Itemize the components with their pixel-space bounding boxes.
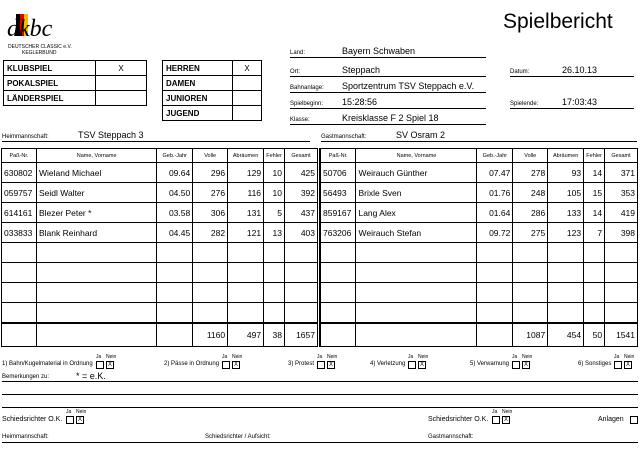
guest-total-abraeumen: 454 [548,323,584,347]
beginn-value[interactable]: 15:28:56 [342,97,378,107]
check-ja-checkbox[interactable] [317,361,325,369]
table-cell[interactable]: 630802 [2,163,37,183]
table-cell[interactable] [356,243,477,263]
check-nein-checkbox[interactable]: X [107,362,112,368]
table-cell[interactable] [584,303,605,324]
table-cell[interactable] [477,263,513,283]
logo-line1: DEUTSCHER CLASSIC e.V. [8,44,72,50]
col-fehler: Fehler [264,149,285,163]
table-cell[interactable] [513,263,548,283]
table-cell[interactable]: 14 [584,163,605,183]
ref-ok-label-right: Schiedsrichter O.K. [428,416,489,423]
table-cell[interactable] [193,263,228,283]
table-row [320,183,638,203]
ende-value[interactable]: 17:03:43 [562,97,598,107]
cat-damen-mark[interactable] [233,76,262,91]
table-cell[interactable]: 437 [285,203,318,223]
table-cell[interactable] [605,283,638,303]
table-row [2,163,318,183]
table-cell[interactable]: 306 [193,203,228,223]
table-cell[interactable]: 131 [228,203,264,223]
anlagen-checkbox[interactable] [630,416,638,424]
col-passnr: Paß-Nr. [2,149,37,163]
table-cell[interactable] [2,243,37,263]
nein-label: Nein [502,409,513,415]
table-cell[interactable] [356,263,477,283]
table-cell[interactable] [320,283,356,303]
table-cell[interactable]: Wieland Michael [36,163,156,183]
home-total-fehler: 38 [264,323,285,347]
table-cell[interactable] [513,243,548,263]
table-cell[interactable]: 248 [513,183,548,203]
ja-label: Ja [512,354,518,360]
sign-ref-label: Schiedsrichter / Aufsicht: [205,434,271,440]
table-cell[interactable]: 121 [228,223,264,243]
table-cell[interactable]: 278 [513,163,548,183]
checks-row [0,354,640,370]
nein-label: Nein [232,354,243,360]
col-abraeumen: Abräumen [228,149,264,163]
empty-row [2,283,318,303]
klasse-label: Klasse: [290,117,310,123]
remarks-label: Bemerkungen zu: [2,374,50,380]
check-ja-checkbox[interactable] [222,361,230,369]
table-cell[interactable] [36,283,156,303]
home-team-name[interactable]: TSV Steppach 3 [78,130,144,140]
table-cell[interactable] [2,283,37,303]
table-cell[interactable] [320,303,356,324]
table-cell[interactable]: 7 [584,223,605,243]
col-gebjahr: Geb.-Jahr [477,149,513,163]
nein-label: Nein [624,354,635,360]
table-cell[interactable]: 059757 [2,183,37,203]
table-cell[interactable] [2,303,37,324]
logo-letters: dkbc [7,16,53,42]
logo [4,4,76,56]
table-cell[interactable]: 403 [285,223,318,243]
table-cell[interactable] [548,243,584,263]
table-cell[interactable] [320,263,356,283]
guest-total-fehler: 50 [584,323,605,347]
check-nein-checkbox[interactable]: X [328,362,333,368]
table-cell[interactable]: Blezer Peter * [36,203,156,223]
empty-row [2,263,318,283]
table-cell[interactable] [264,283,285,303]
guest-total-volle: 1087 [513,323,548,347]
page-title: Spielbericht [503,10,613,33]
table-cell[interactable] [285,263,318,283]
table-cell[interactable] [477,303,513,324]
table-cell[interactable]: 01.64 [477,203,513,223]
game-type-table [3,60,147,106]
cat-jugend-mark[interactable] [233,106,262,121]
anlagen-label: Anlagen [598,416,624,423]
guest-total-gesamt: 1541 [605,323,638,347]
table-cell[interactable]: 282 [193,223,228,243]
cat-jugend: JUGEND [163,106,233,121]
table-cell[interactable] [285,243,318,263]
table-cell[interactable] [193,303,228,324]
bahn-value[interactable]: Sportzentrum TSV Steppach e.V. [342,81,475,91]
col-volle: Volle [193,149,228,163]
home-total-abraeumen: 497 [228,323,264,347]
ref-ok-right-ja-checkbox[interactable] [492,416,500,424]
ref-ok-left-ja-checkbox[interactable] [66,416,74,424]
col-passnr: Paß-Nr. [320,149,356,163]
nein-label: Nein [327,354,338,360]
col-fehler: Fehler [584,149,605,163]
check-nein-checkbox[interactable]: X [523,362,528,368]
empty-row [320,243,638,263]
bahn-label: Bahnanlage: [290,85,324,91]
ref-ok-right-nein-checkbox[interactable]: X [503,417,508,423]
cat-damen: DAMEN [163,76,233,91]
table-cell[interactable]: 371 [605,163,638,183]
home-total-gesamt: 1657 [285,323,318,347]
table-cell[interactable]: 5 [264,203,285,223]
table-cell[interactable] [285,303,318,324]
table-cell[interactable] [36,303,156,324]
table-cell[interactable] [548,303,584,324]
table-cell[interactable]: 105 [548,183,584,203]
home-team-label: Heimmannschaft: [2,134,49,140]
table-cell[interactable] [605,303,638,324]
table-cell[interactable]: 04.45 [157,223,193,243]
table-cell[interactable] [2,263,37,283]
table-row [2,203,318,223]
home-score-table [1,148,318,347]
ja-label: Ja [408,354,414,360]
cat-laenderspiel: LÄNDERSPIEL [4,91,96,106]
table-cell[interactable]: Seidl Walter [36,183,156,203]
table-cell[interactable] [548,283,584,303]
table-cell[interactable]: 763206 [320,223,356,243]
guest-team-label: Gastmannschaft: [321,134,367,140]
empty-row [2,243,318,263]
table-cell[interactable]: 15 [584,183,605,203]
table-cell[interactable]: 10 [264,163,285,183]
table-cell[interactable]: 425 [285,163,318,183]
nein-label: Nein [106,354,117,360]
cat-pokalspiel: POKALSPIEL [4,76,96,91]
table-cell[interactable] [605,263,638,283]
sign-home-label: Heimmannschaft: [2,434,49,440]
table-cell[interactable] [477,243,513,263]
check-nein-checkbox[interactable]: X [233,362,238,368]
class-table [162,60,262,121]
col-volle: Volle [513,149,548,163]
ja-label: Ja [66,409,72,415]
table-cell[interactable] [228,243,264,263]
col-gebjahr: Geb.-Jahr [157,149,193,163]
table-cell[interactable] [605,243,638,263]
land-label: Land: [290,50,306,56]
table-cell[interactable] [264,243,285,263]
table-cell[interactable]: 116 [228,183,264,203]
col-gesamt: Gesamt [605,149,638,163]
table-cell[interactable]: 286 [513,203,548,223]
cat-klubspiel-mark[interactable]: X [96,61,147,76]
table-cell[interactable]: 03.58 [157,203,193,223]
table-cell[interactable]: Brixle Sven [356,183,477,203]
check-nein-checkbox[interactable]: X [625,362,630,368]
table-cell[interactable] [584,283,605,303]
cat-herren: HERREN [163,61,233,76]
table-cell[interactable]: 276 [193,183,228,203]
table-cell[interactable] [157,283,193,303]
table-cell[interactable]: 93 [548,163,584,183]
table-cell[interactable] [228,283,264,303]
table-cell[interactable] [264,303,285,324]
sign-guest-label: Gastmannschaft: [428,434,474,440]
table-cell[interactable] [157,243,193,263]
table-cell[interactable]: 398 [605,223,638,243]
table-cell[interactable] [356,303,477,324]
table-cell[interactable] [477,283,513,303]
col-name: Name, Vorname [356,149,477,163]
table-row [2,183,318,203]
table-cell[interactable] [228,303,264,324]
table-row [320,223,638,243]
check-item-label: 6) Sonstiges [578,361,612,367]
table-cell[interactable] [264,263,285,283]
table-row [320,203,638,223]
nein-label: Nein [522,354,533,360]
table-cell[interactable]: 419 [605,203,638,223]
empty-row [320,303,638,324]
ort-label: Ort: [290,69,300,75]
check-item-label: 2) Pässe in Ordnung [164,361,220,367]
cat-herren-mark[interactable]: X [233,61,262,76]
table-row [320,163,638,183]
table-cell[interactable] [513,303,548,324]
cat-junioren: JUNIOREN [163,91,233,106]
check-item-label: 3) Protest [288,361,315,367]
logo-graphic [4,4,76,42]
table-cell[interactable] [285,283,318,303]
check-ja-checkbox[interactable] [96,361,104,369]
empty-row [320,263,638,283]
table-row [2,223,318,243]
guest-score-table [319,148,638,347]
col-abraeumen: Abräumen [548,149,584,163]
check-item-label: 1) Bahn/Kugelmaterial in Ordnung [2,361,93,367]
check-ja-checkbox[interactable] [512,361,520,369]
table-cell[interactable]: 04.50 [157,183,193,203]
table-cell[interactable] [157,303,193,324]
table-cell[interactable] [548,263,584,283]
table-cell[interactable]: 133 [548,203,584,223]
table-cell[interactable]: 129 [228,163,264,183]
empty-row [320,283,638,303]
table-cell[interactable] [513,283,548,303]
table-cell[interactable] [356,283,477,303]
table-cell[interactable] [320,243,356,263]
table-cell[interactable]: 01.76 [477,183,513,203]
table-cell[interactable]: 13 [264,223,285,243]
table-cell[interactable]: 392 [285,183,318,203]
cat-laenderspiel-mark[interactable] [96,91,147,106]
table-cell[interactable]: 614161 [2,203,37,223]
table-cell[interactable] [36,243,156,263]
table-cell[interactable]: 859167 [320,203,356,223]
table-cell[interactable] [584,243,605,263]
home-total-volle: 1160 [193,323,228,347]
datum-label: Datum: [510,69,530,75]
ja-label: Ja [222,354,228,360]
check-nein-checkbox[interactable]: X [419,362,424,368]
table-cell[interactable]: 07.47 [477,163,513,183]
ende-label: Spielende: [510,101,539,107]
cat-pokalspiel-mark[interactable] [96,76,147,91]
klasse-value[interactable]: Kreisklasse F 2 Spiel 18 [342,113,439,123]
guest-team-name[interactable]: SV Osram 2 [396,130,446,140]
table-cell[interactable]: 033833 [2,223,37,243]
remarks-value[interactable]: * = e.K. [76,371,106,381]
check-ja-checkbox[interactable] [614,361,622,369]
table-cell[interactable] [584,263,605,283]
table-cell[interactable]: 10 [264,183,285,203]
ort-value[interactable]: Steppach [342,65,381,75]
beginn-label: Spielbeginn: [290,101,324,107]
table-cell[interactable]: Weirauch Stefan [356,223,477,243]
ref-ok-label-left: Schiedsrichter O.K. [2,416,63,423]
table-cell[interactable]: 56493 [320,183,356,203]
nein-label: Nein [76,409,87,415]
table-cell[interactable]: 09.64 [157,163,193,183]
cat-klubspiel: KLUBSPIEL [4,61,96,76]
table-cell[interactable] [193,283,228,303]
table-cell[interactable]: 09.72 [477,223,513,243]
table-cell[interactable]: Blank Reinhard [36,223,156,243]
check-item-label: 4) Verletzung [370,361,406,367]
nein-label: Nein [418,354,429,360]
ja-label: Ja [317,354,323,360]
cat-junioren-mark[interactable] [233,91,262,106]
table-cell[interactable]: 50706 [320,163,356,183]
table-cell[interactable]: 353 [605,183,638,203]
empty-row [2,303,318,324]
table-cell[interactable]: 275 [513,223,548,243]
table-cell[interactable] [228,263,264,283]
table-cell[interactable]: Lang Alex [356,203,477,223]
table-cell[interactable] [36,263,156,283]
ja-label: Ja [492,409,498,415]
ja-label: Ja [96,354,102,360]
table-cell[interactable]: Weirauch Günther [356,163,477,183]
table-cell[interactable]: 14 [584,203,605,223]
table-cell[interactable]: 123 [548,223,584,243]
ref-ok-left-nein-checkbox[interactable]: X [77,417,82,423]
table-cell[interactable]: 296 [193,163,228,183]
col-name: Name, Vorname [36,149,156,163]
logo-line2: KEGLERBUND [22,50,57,56]
table-cell[interactable] [157,263,193,283]
check-item-label: 5) Verwarnung [470,361,510,367]
table-cell[interactable] [193,243,228,263]
land-value[interactable]: Bayern Schwaben [342,46,416,56]
check-ja-checkbox[interactable] [408,361,416,369]
ja-label: Ja [614,354,620,360]
datum-value[interactable]: 26.10.13 [562,65,598,75]
col-gesamt: Gesamt [285,149,318,163]
